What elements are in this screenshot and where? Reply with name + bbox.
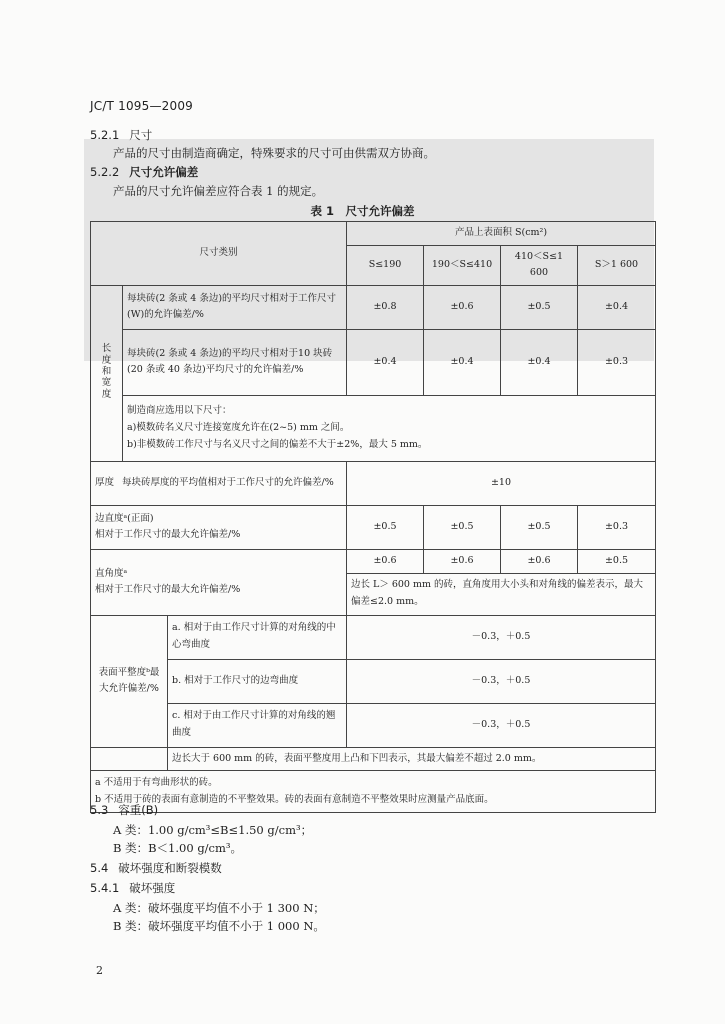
flatness-label-text: 表面平整度ᵇ最大允许偏差/%	[98, 666, 160, 694]
section-5-2-2-heading	[90, 164, 198, 180]
rectangularity-row	[91, 549, 347, 615]
lw-row1-text: 每块砖(2 条或 4 条边)的平均尺寸相对于工作尺寸(W)的允许偏差/%	[123, 285, 347, 329]
length-width-text: 长度和宽度	[101, 343, 112, 400]
rect-val-1: ±0.6	[347, 549, 424, 573]
edge-val-4: ±0.3	[578, 505, 656, 549]
rect-label: 直角度ᵃ	[95, 567, 128, 579]
lw-row1-val-1: ±0.8	[347, 285, 424, 329]
thickness-value: ±10	[347, 461, 656, 505]
flatness-label	[91, 615, 168, 747]
section-number: 5.2.2	[90, 165, 120, 179]
flatness-a-text: a. 相对于由工作尺寸计算的对角线的中心弯曲度	[168, 615, 347, 659]
rect-note: 边长 L＞ 600 mm 的砖，直角度用大小头和对角线的偏差表示，最大偏差≤2.0 mm。	[347, 573, 656, 615]
section-number: 5.4.1	[90, 881, 120, 895]
section-5-2-2-text: 产品的尺寸允许偏差应符合表 1 的规定。	[113, 184, 324, 198]
section-number: 5.3	[90, 803, 109, 817]
lw-row2-val-2: ±0.4	[424, 329, 501, 395]
lw-note	[123, 395, 656, 461]
table-footnotes	[91, 771, 656, 813]
lw-note-line-2: a)模数砖名义尺寸连接宽度允许在(2~5) mm 之间。	[127, 422, 350, 434]
edge-label: 边直度ᵃ(正面)	[95, 512, 154, 524]
flatness-b-value: －0.3，＋0.5	[347, 659, 656, 703]
header-col-4: S＞1 600	[578, 245, 656, 285]
edge-straightness-row	[91, 505, 347, 549]
section-title: 尺寸	[129, 128, 153, 142]
edge-val-1: ±0.5	[347, 505, 424, 549]
thickness-text: 每块砖厚度的平均值相对于工作尺寸的允许偏差/%	[122, 477, 334, 489]
section-5-2-1-heading	[90, 127, 152, 143]
lw-row1-val-4: ±0.4	[578, 285, 656, 329]
lw-row2-val-1: ±0.4	[347, 329, 424, 395]
header-col-3: 410＜S≤1 600	[501, 245, 578, 285]
section-number: 5.2.1	[90, 128, 120, 142]
section-title: 尺寸允许偏差	[129, 165, 199, 179]
flatness-c-text: c. 相对于由工作尺寸计算的对角线的翘曲度	[168, 703, 347, 747]
lw-row2-val-3: ±0.4	[501, 329, 578, 395]
lw-row1-val-2: ±0.6	[424, 285, 501, 329]
flatness-note-spacer	[91, 747, 168, 771]
rect-val-4: ±0.5	[578, 549, 656, 573]
lw-note-line-1: 制造商应选用以下尺寸：	[127, 405, 232, 417]
lw-row2-val-4: ±0.3	[578, 329, 656, 395]
header-col-1: S≤190	[347, 245, 424, 285]
flatness-note: 边长大于 600 mm 的砖，表面平整度用上凸和下凹表示，其最大偏差不超过 2.0 mm。	[168, 747, 656, 771]
thickness-label: 厚度	[95, 477, 115, 489]
section-5-4-1-heading	[90, 880, 175, 896]
header-size-type: 尺寸类别	[91, 222, 347, 286]
flatness-a-value: －0.3，＋0.5	[347, 615, 656, 659]
rect-text: 相对于工作尺寸的最大允许偏差/%	[95, 584, 241, 596]
lw-row1-val-3: ±0.5	[501, 285, 578, 329]
rect-val-2: ±0.6	[424, 549, 501, 573]
section-5-2-1-text: 产品的尺寸由制造商确定，特殊要求的尺寸可由供需双方协商。	[113, 146, 435, 160]
section-title: 破坏强度和断裂模数	[118, 861, 222, 875]
standard-header: JC/T 1095—2009	[90, 99, 193, 113]
density-b: B 类：B＜1.00 g/cm³。	[113, 841, 243, 855]
section-title: 容重(B)	[118, 803, 159, 817]
flatness-b-text: b. 相对于工作尺寸的边弯曲度	[168, 659, 347, 703]
edge-text: 相对于工作尺寸的最大允许偏差/%	[95, 529, 241, 541]
lw-note-line-3: b)非模数砖工作尺寸与名义尺寸之间的偏差不大于±2%，最大 5 mm。	[127, 438, 428, 450]
section-title: 破坏强度	[129, 881, 176, 895]
page-number: 2	[96, 964, 103, 977]
footnote-a: a 不适用于有弯曲形状的砖。	[95, 777, 218, 788]
strength-a: A 类：破坏强度平均值不小于 1 300 N；	[113, 901, 325, 915]
footnote-b: b 不适用于砖的表面有意制造的不平整效果。砖的表面有意制造不平整效果时应测量产品底面。	[95, 793, 494, 805]
thickness-row	[91, 461, 347, 505]
section-number: 5.4	[90, 861, 109, 875]
header-col-2: 190＜S≤410	[424, 245, 501, 285]
strength-b: B 类：破坏强度平均值不小于 1 000 N。	[113, 919, 325, 933]
section-5-4-heading	[90, 860, 222, 876]
header-surface-area: 产品上表面积 S(cm²)	[347, 222, 656, 246]
tolerance-table	[90, 221, 656, 813]
density-a: A 类：1.00 g/cm³≤B≤1.50 g/cm³；	[113, 823, 313, 837]
edge-val-2: ±0.5	[424, 505, 501, 549]
edge-val-3: ±0.5	[501, 505, 578, 549]
table-caption: 表 1 尺寸允许偏差	[310, 204, 415, 218]
rect-val-3: ±0.6	[501, 549, 578, 573]
section-5-3-heading	[90, 802, 158, 818]
flatness-c-value: －0.3，＋0.5	[347, 703, 656, 747]
length-width-label	[91, 285, 123, 461]
lw-row2-text: 每块砖(2 条或 4 条边)的平均尺寸相对于10 块砖(20 条或 40 条边)平均尺寸的允许偏差/%	[123, 329, 347, 395]
